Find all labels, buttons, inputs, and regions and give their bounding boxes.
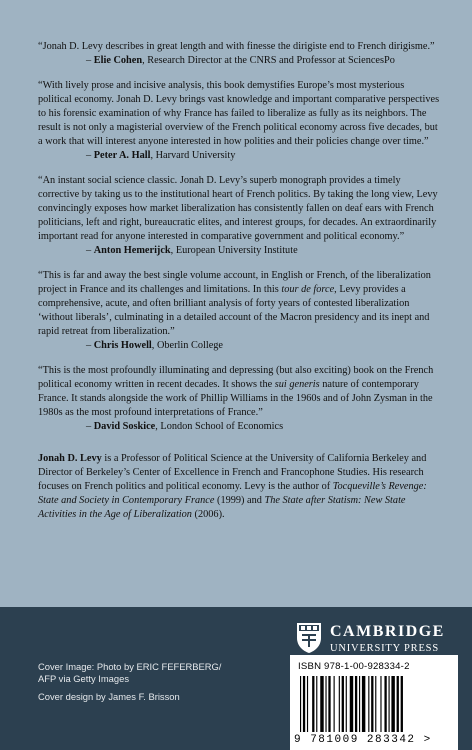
endorser-name: Chris Howell [93, 340, 152, 351]
blurb-content [38, 40, 440, 522]
credit-line: AFP via Getty Images [38, 673, 130, 684]
quote-text-part: , Levy provides a comprehensive, acute, and often brilliant analysis of forty years of contested liberalization ‘without liberals’, culminating in a detailed account of the Macron presidency and its inept and rapid retreat from liberalization.” [38, 284, 430, 337]
quote-text: “Jonah D. Levy describes in great length and with finesse the dirigiste end to French dirigisme.” [38, 41, 435, 52]
bio-text: is a Professor of Political Science at the University of California Berkeley and Director of Berkeley’s Center of Excellence in French and Francophone Studies. His research focuses on French politics and political economy. Levy is the author of [38, 453, 427, 492]
book-title: The State after Statism: New State Activities in the Age of Liberalization [38, 495, 406, 520]
quote-text-part: “This is far and away the best single volume account, in English or French, of the liberalization project in France and its challenges and limitations. In this [38, 270, 431, 295]
quote-text [38, 364, 440, 420]
author-bio [38, 452, 440, 522]
quote-text [38, 269, 440, 339]
cover-credits [38, 661, 268, 703]
publisher-wordmark [330, 624, 445, 655]
bio-text: (1999) and [214, 495, 265, 506]
publisher-name: CAMBRIDGE [330, 623, 445, 640]
quote-attribution: – Peter A. Hall, Harvard University [86, 150, 236, 161]
endorser-name: Peter A. Hall [93, 150, 151, 161]
endorsement-howell [38, 269, 440, 353]
endorsement-cohen [38, 40, 440, 68]
barcode-number: 9 781009 283342 > [294, 734, 432, 746]
quote-attribution: – Anton Hemerijck, European University Institute [86, 245, 298, 256]
quote-attribution: – Elie Cohen, Research Director at the CNRS and Professor at SciencesPo [86, 55, 395, 66]
endorsement-hall [38, 79, 440, 163]
endorser-name: David Soskice [93, 421, 156, 432]
publisher-sub: UNIVERSITY PRESS [330, 643, 439, 654]
endorser-affiliation: , Harvard University [150, 150, 236, 161]
endorser-affiliation: , London School of Economics [155, 421, 284, 432]
quote-text: “An instant social science classic. Jonah D. Levy’s superb monograph provides a timely corrective by taking us to the institutional heart of French politics. By taking the long view, Levy convincingly exposes how market liberalization has consistently fallen on deaf ears with French politicians, left and right, bureaucratic elites, and interest groups, for decades. An extraordinarily important read for anyone interested in comparative government and political economy.” [38, 175, 438, 242]
bio-text: (2006). [191, 509, 225, 520]
book-title: Tocqueville’s Revenge: State and Society in Contemporary France [38, 481, 427, 506]
quote-italic: tour de force [281, 284, 335, 295]
footer-panel [0, 607, 472, 750]
credit-line: Cover Image: Photo by ERIC FEFERBERG/ [38, 661, 222, 672]
endorsement-soskice [38, 364, 440, 434]
cambridge-shield-icon [296, 622, 322, 654]
endorser-affiliation: , Oberlin College [151, 340, 224, 351]
barcode-box [290, 655, 458, 750]
isbn-label: ISBN 978-1-00-928334-2 [298, 661, 410, 672]
quote-italic: sui generis [274, 379, 320, 390]
author-name: Jonah D. Levy [38, 453, 102, 464]
publisher-logo [296, 622, 456, 658]
quote-text-part: “This is the most profoundly illuminating and depressing (but also exciting) book on the French political economy written in recent decades. It shows the [38, 365, 434, 390]
endorsement-hemerijck [38, 174, 440, 258]
quote-text: “With lively prose and incisive analysis, this book demystifies Europe’s most mysterious political economy. Jonah D. Levy brings vast knowledge and important comparative perspectives to his forensic examination of why France has failed to liberalize as fully as its neighbors. The result is not only a magisterial overview of the French political economy across five decades, but a work that will interest anyone interested in how polities and their policies change over time.” [38, 80, 440, 147]
endorser-affiliation: , European University Institute [170, 245, 298, 256]
endorser-affiliation: , Research Director at the CNRS and Professor at SciencesPo [142, 55, 395, 66]
endorser-name: Elie Cohen [93, 55, 143, 66]
barcode-icon [300, 676, 448, 732]
quote-attribution: – Chris Howell, Oberlin College [86, 340, 224, 351]
quote-attribution: – David Soskice, London School of Economics [86, 421, 284, 432]
endorser-name: Anton Hemerijck [93, 245, 171, 256]
credit-line: Cover design by James F. Brisson [38, 691, 180, 702]
quote-text-part: nature of contemporary France. It stands alongside the work of Phillip Williams in the 1960s and of John Zysman in the 1980s as the most profound interpretations of France.” [38, 379, 433, 418]
